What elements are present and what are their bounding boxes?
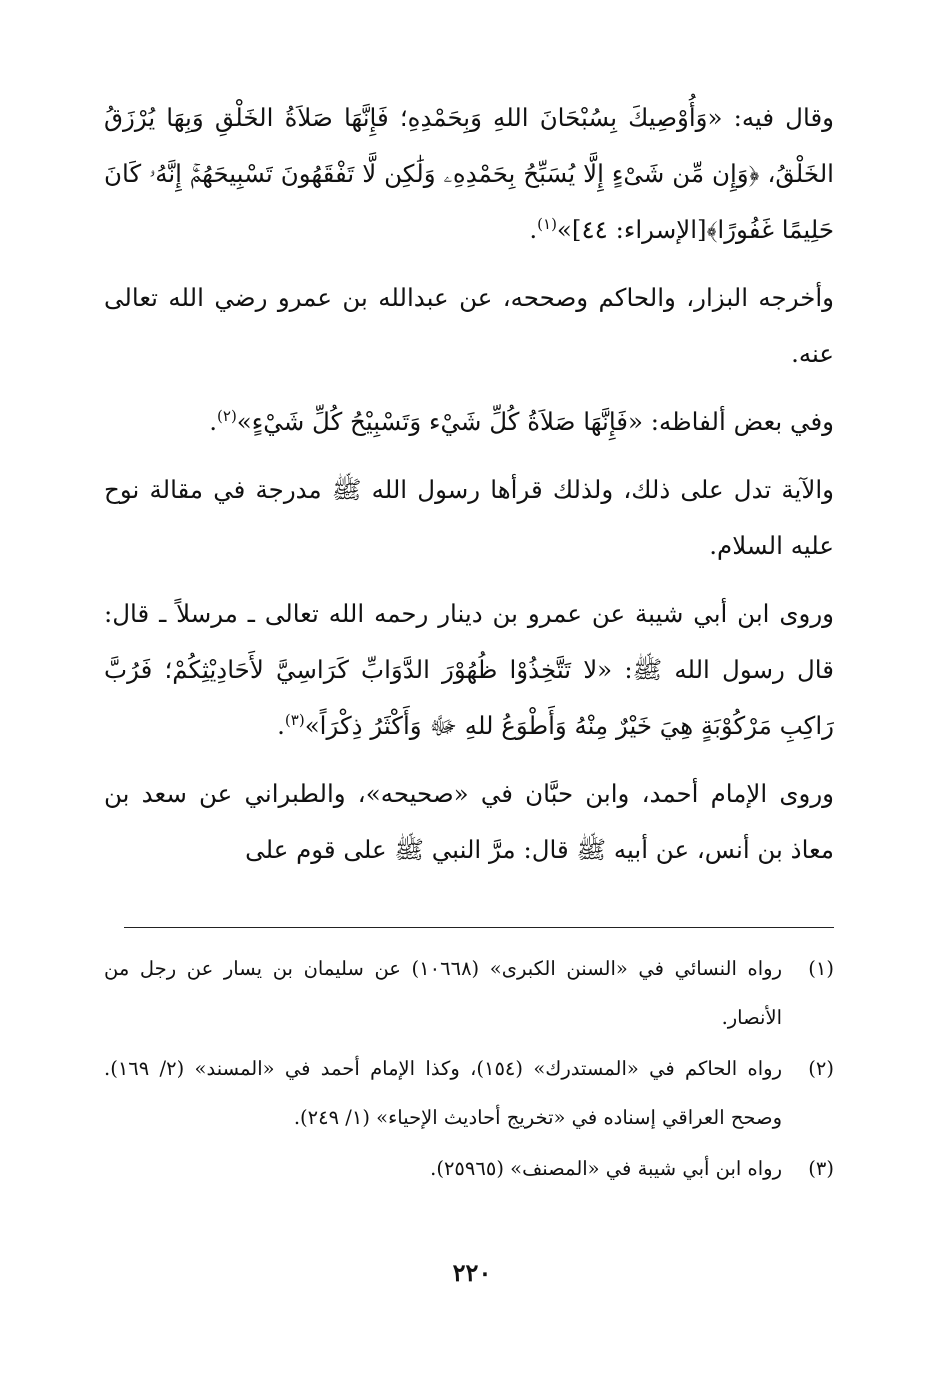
- footnote-3: [104, 1144, 834, 1193]
- paragraph-1: [104, 90, 834, 258]
- paragraph-1-tail: .: [529, 215, 538, 244]
- footnote-ref-2: (٢): [217, 406, 237, 425]
- paragraph-5-tail: .: [277, 711, 285, 740]
- paragraph-2-text: وأخرجه البزار، والحاكم وصححه، عن عبدالله بن عمرو رضي الله تعالى عنه.: [104, 283, 834, 368]
- paragraph-3: [104, 394, 834, 450]
- footnote-3-text: رواه ابن أبي شيبة في «المصنف» (٢٥٩٦٥).: [430, 1157, 782, 1180]
- paragraph-3-tail: .: [209, 407, 218, 436]
- footnote-divider: [124, 927, 834, 928]
- paragraph-6: [104, 766, 834, 878]
- footnote-1-number: (١): [808, 957, 834, 980]
- paragraph-5-text: وروى ابن أبي شيبة عن عمرو بن دينار رحمه الله تعالى ـ مرسلاً ـ قال: قال رسول الله ﷺ: «لا تَتَّخِذُوْا ظُهُوْرَ الدَّوَابِّ كَرَاسِيَّ لأَحَادِيْثِكُمْ؛ فَرُبَّ رَاكِبِ مَرْكُوْبَةٍ هِيَ خَيْرٌ مِنْهُ وَأَطْوَعُ للهِ ﷻ وَأَكْثَرُ ذِكْرَاً»: [104, 599, 834, 740]
- footnote-ref-3: (٣): [284, 710, 305, 729]
- paragraph-5: [104, 586, 834, 754]
- footnote-3-number: (٣): [808, 1157, 834, 1180]
- page-number: ٢٢٠: [452, 1258, 492, 1287]
- footnote-1-text: رواه النسائي في «السنن الكبرى» (١٠٦٦٨) عن سليمان بن يسار عن رجل من الأنصار.: [104, 957, 782, 1029]
- footnotes: [104, 944, 834, 1195]
- paragraph-2: [104, 270, 834, 382]
- footnote-2: [104, 1044, 834, 1142]
- footnote-ref-1: (١): [537, 214, 557, 233]
- footnote-2-text: رواه الحاكم في «المستدرك» (١٥٤)، وكذا الإمام أحمد في «المسند» (٢/ ١٦٩). وصحح العراقي إسناده في «تخريج أحاديث الإحياء» (١/ ٢٤٩).: [104, 1057, 782, 1129]
- paragraph-1-text: وقال فيه: «وَأُوْصِيكَ بِسُبْحَانَ اللهِ وَبِحَمْدِهِ؛ فَإِنَّهَا صَلاَةُ الخَلْقِ وَبِهَا يُرْزَقُ الخَلْقُ، ﴿وَإِن مِّن شَىْءٍ إِلَّا يُسَبِّحُ بِحَمْدِهِۦ وَلَٰكِن لَّا تَفْقَهُونَ تَسْبِيحَهُمْۚ إِنَّهُۥ كَانَ حَلِيمًا غَفُورًا﴾[الإسراء: ٤٤]»: [104, 103, 834, 244]
- footnote-2-number: (٢): [808, 1057, 834, 1080]
- main-text: [104, 90, 834, 890]
- paragraph-4: [104, 462, 834, 574]
- paragraph-4-text: والآية تدل على ذلك، ولذلك قرأها رسول الله ﷺ مدرجة في مقالة نوح عليه السلام.: [104, 475, 834, 560]
- paragraph-3-text: وفي بعض ألفاظه: «فَإِنَّهَا صَلاَةُ كُلِّ شَيْء وَتَسْبِيْحُ كُلِّ شَيْءٍ»: [236, 407, 834, 436]
- footnote-1: [104, 944, 834, 1042]
- paragraph-6-text: وروى الإمام أحمد، وابن حبَّان في «صحيحه»، والطبراني عن سعد بن معاذ بن أنس، عن أبيه ﷺ قال: مرَّ النبي ﷺ على قوم على: [104, 779, 834, 864]
